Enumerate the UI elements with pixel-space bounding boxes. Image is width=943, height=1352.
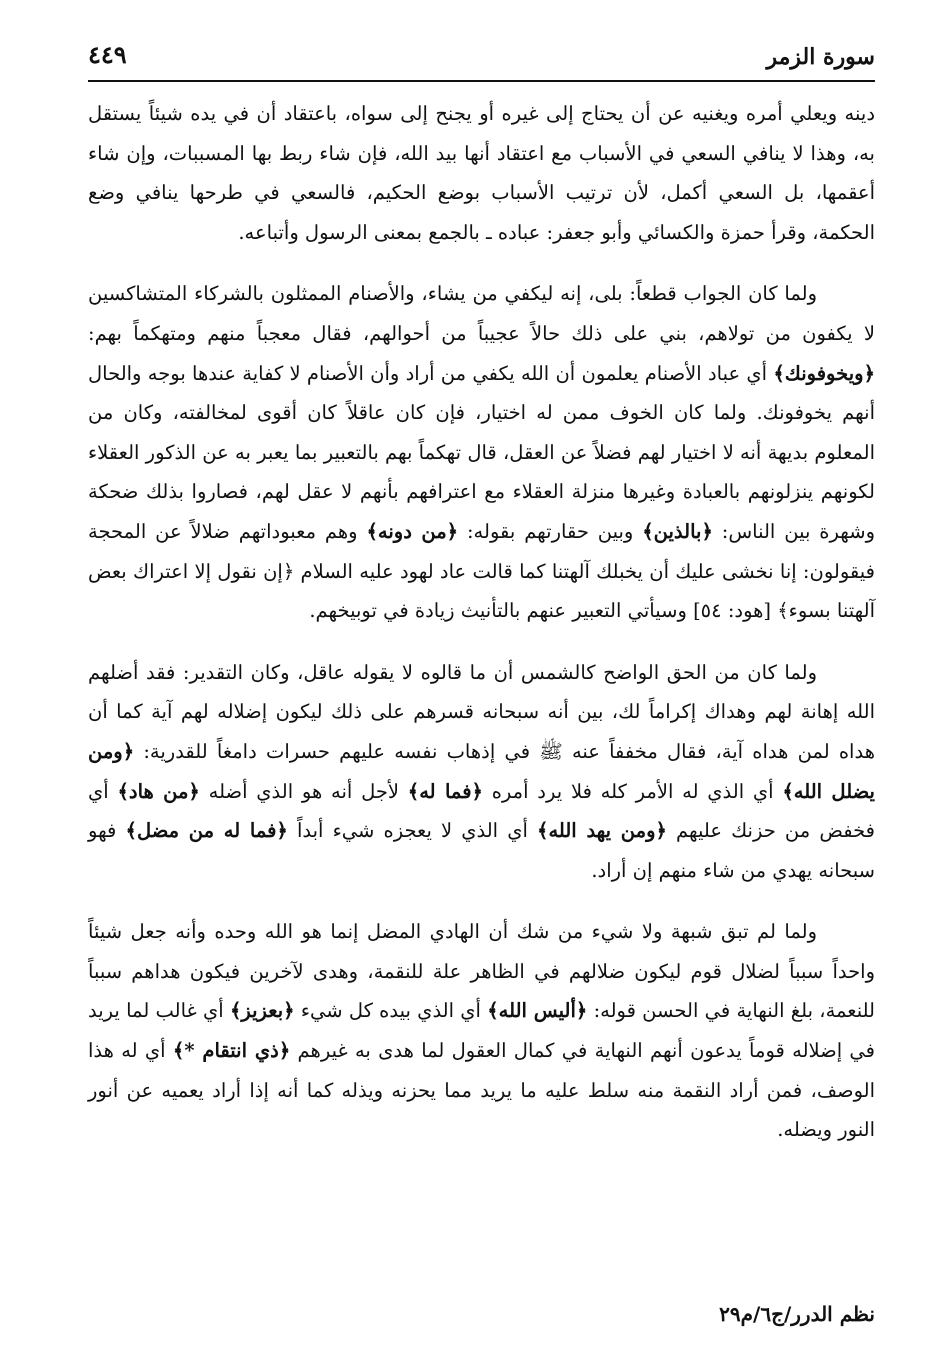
quran-quote: ﴿أليس الله﴾ — [487, 999, 588, 1023]
paragraph — [88, 274, 875, 630]
quran-quote: ﴿ومن يهد الله﴾ — [537, 819, 667, 843]
quran-quote: ﴿ومن يضلل الله﴾ — [88, 739, 875, 803]
text-segment: لأجل أنه هو الذي أضله — [199, 779, 408, 803]
text-segment: أي الذي لا يعجزه شيء أبداً — [287, 819, 538, 843]
paragraph — [88, 94, 875, 252]
text-segment: ولما لم تبق شبهة ولا شيء من شك أن الهادي المضل إنما هو الله وحده وأنه جعل شيئاً واحداً سبباً لضلال قوم ليكون ضلالهم في الظاهر علة للنقمة، وهدى لآخرين فيكون هداهم سبباً للنعمة، بلغ النهاية في الحسن قوله: — [88, 920, 875, 1023]
text-segment: دينه ويعلي أمره ويغنيه عن أن يحتاج إلى غيره أو يجنح إلى سواه، باعتقاد أن في يده شيئاً يستقل به، وهذا لا ينافي السعي في الأسباب مع اعتقاد أنها بيد الله، فإن شاء ربط بها المسببات، وإن شاء أعقمها، بل السعي أكمل، لأن ترتيب الأسباب بوضع الحكيم، فالسعي في طرحها ينافي وضع الحكمة، وقرأ حمزة والكسائي وأبو جعفر: عباده ـ بالجمع بمعنى الرسول وأتباعه. — [88, 102, 875, 244]
quran-quote: ﴿فما له﴾ — [407, 779, 483, 803]
text-segment: أي فخفض من حزنك عليهم — [88, 779, 875, 843]
header-rule — [88, 80, 875, 82]
page-header — [88, 36, 875, 76]
quran-quote: ﴿ذي انتقام *﴾ — [172, 1039, 291, 1063]
page-number: ٤٤٩ — [88, 40, 127, 69]
signature-mark: نظم الدرر/ج٦/م٢٩ — [719, 1302, 875, 1326]
quran-quote: ﴿من هاد﴾ — [117, 779, 200, 803]
surah-title: سورة الزمر — [766, 44, 875, 70]
quran-quote: ﴿بالذين﴾ — [642, 519, 713, 543]
book-page — [88, 36, 875, 1326]
paragraph — [88, 653, 875, 891]
text-segment: أي له هذا الوصف، فمن أراد النقمة منه سلط عليه ما يريد مما يحزنه ويذله كما أنه إذا أراد يعميه عن أنور النور ويضله. — [88, 1039, 875, 1142]
text-segment: وبين حقارتهم بقوله: — [458, 519, 643, 543]
quran-quote: ﴿من دونه﴾ — [366, 519, 459, 543]
text-segment: أي الذي له الأمر كله فلا يرد أمره — [482, 779, 783, 803]
page-body — [88, 94, 875, 1150]
quran-quote: ﴿ويخوفونك﴾ — [773, 361, 875, 385]
text-segment: أي غالب لما يريد في إضلاله قوماً يدعون أنهم النهاية في كمال العقول لما هدى به غيرهم — [88, 999, 875, 1063]
text-segment: ولما كان الجواب قطعاً: بلى، إنه ليكفي من يشاء، والأصنام الممثلون بالشركاء المتشاكسين لا يكفون من تولاهم، بني على ذلك حالاً عجيباً من أحوالهم، فقال معجباً منهم ومتهكماً بهم: — [88, 282, 875, 345]
text-segment: أي الذي بيده كل شيء — [294, 999, 488, 1023]
paragraph — [88, 912, 875, 1150]
quran-quote: ﴿بعزيز﴾ — [229, 999, 295, 1023]
text-segment: فهو سبحانه يهدي من شاء منهم إن أراد. — [88, 819, 875, 882]
text-segment: ولما كان من الحق الواضح كالشمس أن ما قالوه لا يقوله عاقل، وكان التقدير: فقد أضلهم الله إهانة لهم وهداك إكراماً لك، بين أنه سبحانه قسرهم على ذلك ليكون إضلاله لهم آية كما أن هداه لمن هداه آية، فقال مخففاً عنه ﷺ في إذهاب نفسه عليهم حسرات دامغاً للقدرية: — [88, 660, 875, 763]
quran-quote: ﴿فما له من مضل﴾ — [125, 819, 288, 843]
text-segment: أي عباد الأصنام يعلمون أن الله يكفي من أراد وأن الأصنام لا كفاية عندها بوجه والحال أنهم يخوفونك. ولما كان الخوف ممن له اختيار، فإن كان عاقلاً كان أقوى لمخالفته، وكان من المعلوم بديهة أنه لا اختيار لهم فضلاً عن العقل، قال تهكماً بهم بالتعبير بما يعبر به عن الذكور العقلاء لكونهم ينزلونهم بالعبادة وغيرها منزلة العقلاء مع اعترافهم بأنهم لا عقل لهم، فصاروا بذلك ضحكة وشهرة بين الناس: — [88, 361, 876, 543]
text-segment: وهم معبوداتهم ضلالاً عن المحجة فيقولون: إنا نخشى عليك أن يخبلك آلهتنا كما قالت عاد لهود عليه السلام ﴿إن نقول إلا اعتراك بعض آلهتنا بسوء﴾ [هود: ٥٤] وسيأتي التعبير عنهم بالتأنيث زيادة في توبيخهم. — [88, 519, 875, 623]
